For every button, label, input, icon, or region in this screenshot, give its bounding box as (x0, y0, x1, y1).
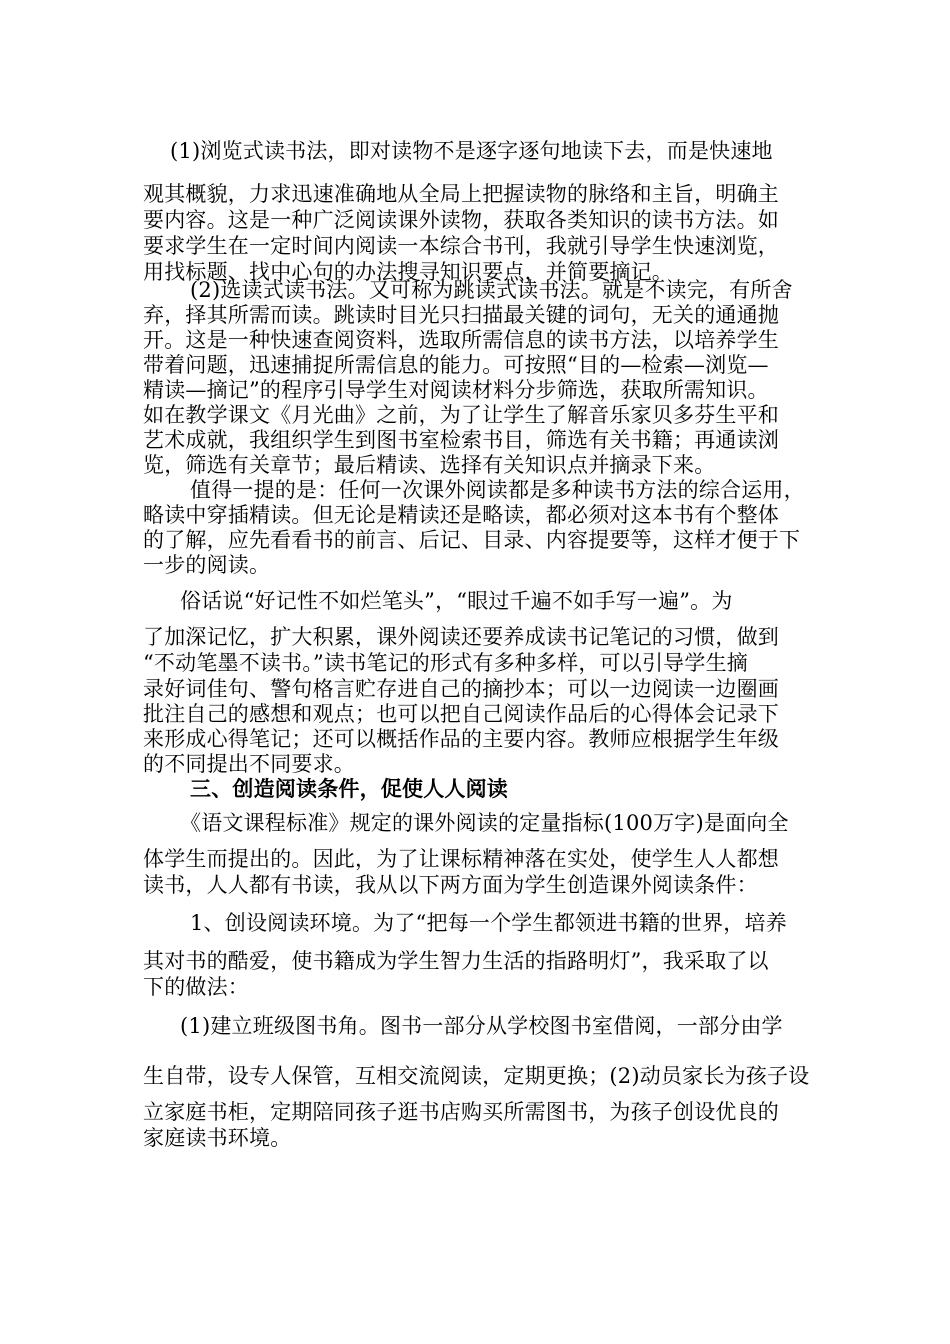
text-line: 俗话说“好记性不如烂笔头”，“眼过千遍不如手写一遍”。为 (180, 589, 733, 613)
text-line: 其对书的酷爱，使书籍成为学生智力生活的指路明灯”，我采取了以 (143, 949, 769, 973)
text-line: 要内容。这是一种广泛阅读课外读物，获取各类知识的读书方法。如 (143, 208, 779, 232)
text-line: 读书，人人都有书读，我从以下两方面为学生创造课外阅读条件： (143, 873, 758, 897)
text-line: 立家庭书柜，定期陪同孩子逛书店购买所需图书，为孩子创设优良的 (143, 1100, 779, 1124)
text-line: 来形成心得笔记；还可以概括作品的主要内容。教师应根据学生年级 (143, 727, 779, 751)
text-line: 精读—摘记”的程序引导学生对阅读材料分步筛选，获取所需知识。 (143, 378, 769, 402)
text-line: 体学生而提出的。因此，为了让课标精神落在实处，使学生人人都想 (143, 847, 779, 871)
text-line: (2)选读式读书法。又可称为跳读式读书法。就是不读完，有所舍 (190, 278, 793, 302)
text-line: 弃，择其所需而读。跳读时目光只扫描最关键的词句，无关的通通抛 (143, 303, 779, 327)
text-line: 1、创设阅读环境。为了“把每一个学生都领进书籍的世界，培养 (190, 911, 787, 935)
text-line: 艺术成就，我组织学生到图书室检索书目，筛选有关书籍；再通读浏 (143, 428, 779, 452)
section-heading: 三、创造阅读条件，促使人人阅读 (190, 776, 508, 801)
text-line: 《语文课程标准》规定的课外阅读的定量指标(100万字)是面向全 (180, 811, 789, 835)
text-line: 要求学生在一定时间内阅读一本综合书刊，我就引导学生快速浏览， (143, 234, 779, 258)
text-line: (1)建立班级图书角。图书一部分从学校图书室借阅，一部分由学 (180, 1014, 783, 1038)
text-line: (1)浏览式读书法，即对读物不是逐字逐句地读下去，而是快速地 (170, 139, 773, 163)
text-line: 的不同提出不同要求。 (143, 752, 355, 776)
text-line: 开。这是一种快速查阅资料，选取所需信息的读书方法，以培养学生 (143, 328, 779, 352)
text-line: “不动笔墨不读书。”读书笔记的形式有多种多样，可以引导学生摘 (143, 651, 748, 675)
text-line: 一步的阅读。 (143, 553, 271, 577)
text-line: 略读中穿插精读。但无论是精读还是略读，都必须对这本书有个整体 (143, 503, 779, 527)
text-line: 生自带，设专人保管，互相交流阅读，定期更换；(2)动员家长为孩子设 (143, 1064, 810, 1088)
text-line: 带着问题，迅速捕捉所需信息的能力。可按照“目的—检索—浏览— (143, 353, 769, 377)
text-line: 的了解，应先看看书的前言、后记、目录、内容提要等，这样才便于下 (143, 528, 801, 552)
text-line: 批注自己的感想和观点；也可以把自己阅读作品后的心得体会记录下 (143, 702, 779, 726)
text-line: 用找标题、找中心句的办法搜寻知识要点，并简要摘记。 (143, 260, 673, 284)
text-line: 下的做法： (143, 975, 249, 999)
text-line: 值得一提的是：任何一次课外阅读都是多种读书方法的综合运用， (190, 478, 805, 502)
text-line: 如在教学课文《月光曲》之前，为了让学生了解音乐家贝多芬生平和 (143, 403, 779, 427)
text-line: 家庭读书环境。 (143, 1126, 292, 1150)
text-line: 观其概貌，力求迅速准确地从全局上把握读物的脉络和主旨，明确主 (143, 182, 779, 206)
text-line: 了加深记忆，扩大积累，课外阅读还要养成读书记笔记的习惯，做到 (143, 625, 779, 649)
text-line: 览，筛选有关章节；最后精读、选择有关知识点并摘录下来。 (143, 453, 716, 477)
text-line: 录好词佳句、警句格言贮存进自己的摘抄本；可以一边阅读一边圈画 (143, 677, 779, 701)
